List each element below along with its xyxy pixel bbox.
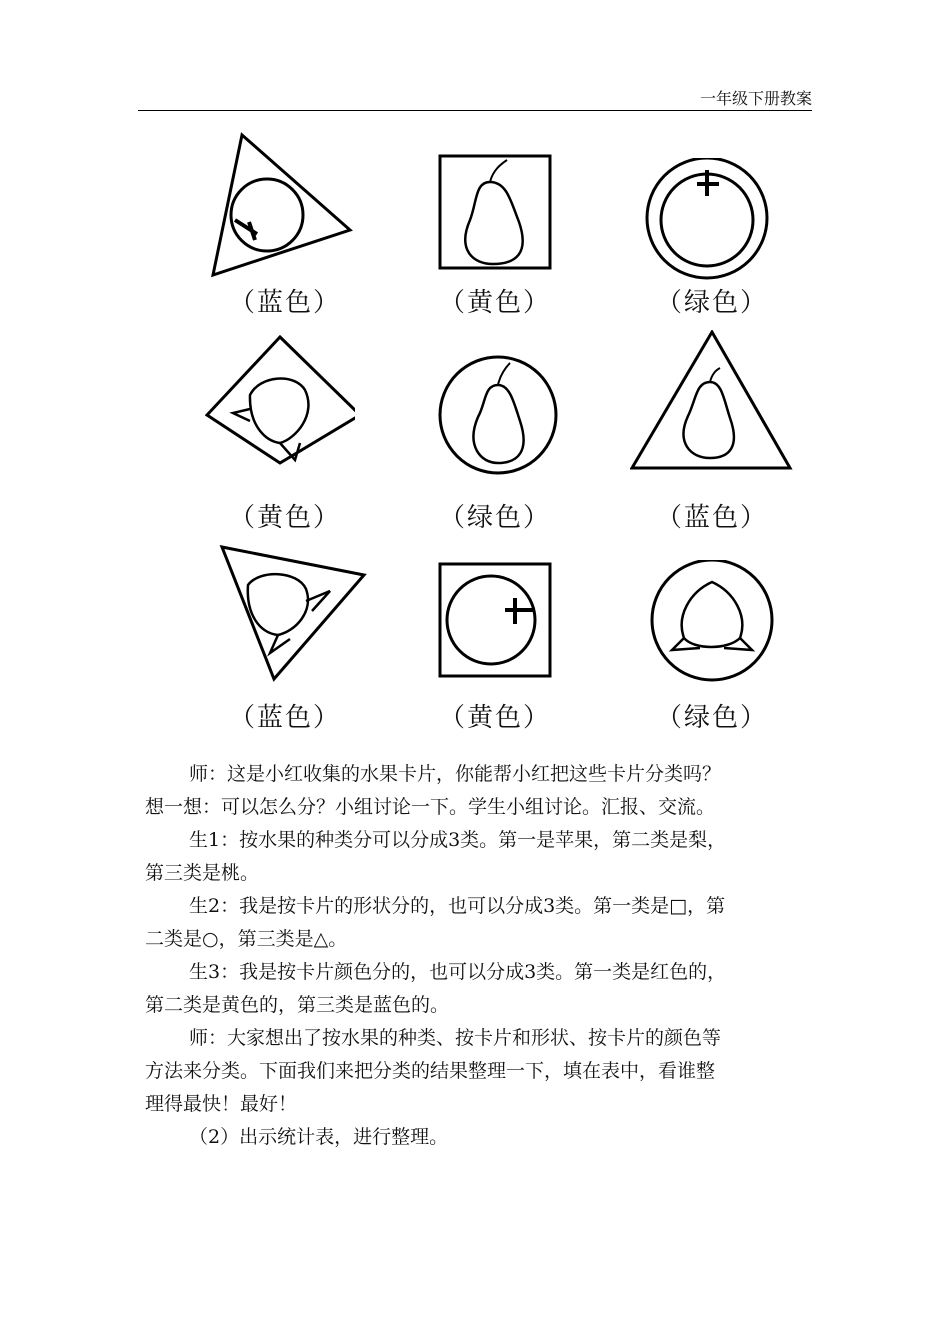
- card-5: [438, 355, 588, 505]
- paragraph-5-cont2: 理得最快！最好！: [145, 1093, 298, 1115]
- card-7: [218, 545, 368, 695]
- card-1: [205, 130, 355, 280]
- card-5-label: （绿色）: [438, 503, 551, 533]
- card-6-figure: [630, 330, 800, 480]
- header-title: 一年级下册教案: [699, 89, 812, 108]
- card-6: [630, 330, 780, 480]
- card-1-figure: [205, 130, 355, 280]
- card-9-label: （绿色）: [655, 703, 768, 733]
- card-3-label: （绿色）: [655, 288, 768, 318]
- paragraph-1-cont: 想一想：可以怎么分？小组讨论一下。学生小组讨论。汇报、交流。: [145, 796, 716, 818]
- card-9: [650, 560, 800, 710]
- card-6-label: （蓝色）: [655, 503, 768, 533]
- card-8-label: （黄色）: [438, 703, 551, 733]
- card-4-label: （黄色）: [228, 503, 341, 533]
- paragraph-3: 生2：我是按卡片的形状分的，也可以分成3类。第一类是□，第: [189, 895, 726, 917]
- card-2-figure: [435, 150, 585, 300]
- paragraph-1: 师：这是小红收集的水果卡片，你能帮小红把这些卡片分类吗？: [189, 763, 722, 785]
- paragraph-2-cont: 第三类是桃。: [145, 862, 260, 884]
- lesson-text: [145, 758, 815, 1154]
- card-1-label: （蓝色）: [228, 288, 341, 318]
- card-9-figure: [650, 560, 800, 710]
- card-5-figure: [438, 355, 588, 505]
- paragraph-5-cont: 方法来分类。下面我们来把分类的结果整理一下，填在表中，看谁整: [145, 1060, 716, 1082]
- card-4-figure: [205, 335, 355, 485]
- card-2-label: （黄色）: [438, 288, 551, 318]
- card-7-figure: [218, 545, 368, 695]
- card-8: [435, 558, 585, 708]
- card-7-label: （蓝色）: [228, 703, 341, 733]
- paragraph-5: 师：大家想出了按水果的种类、按卡片和形状、按卡片的颜色等: [189, 1027, 722, 1049]
- card-4: [205, 335, 355, 485]
- card-8-figure: [435, 558, 585, 708]
- paragraph-4-cont: 第二类是黄色的，第三类是蓝色的。: [145, 994, 450, 1016]
- card-2: [435, 150, 585, 300]
- paragraph-6: （2）出示统计表，进行整理。: [189, 1126, 449, 1148]
- paragraph-4: 生3：我是按卡片颜色分的，也可以分成3类。第一类是红色的，: [189, 961, 727, 983]
- paragraph-3-cont: 二类是○，第三类是△。: [145, 928, 348, 950]
- paragraph-2: 生1：按水果的种类分可以分成3类。第一是苹果，第二类是梨，: [189, 829, 727, 851]
- page-header: [138, 86, 812, 111]
